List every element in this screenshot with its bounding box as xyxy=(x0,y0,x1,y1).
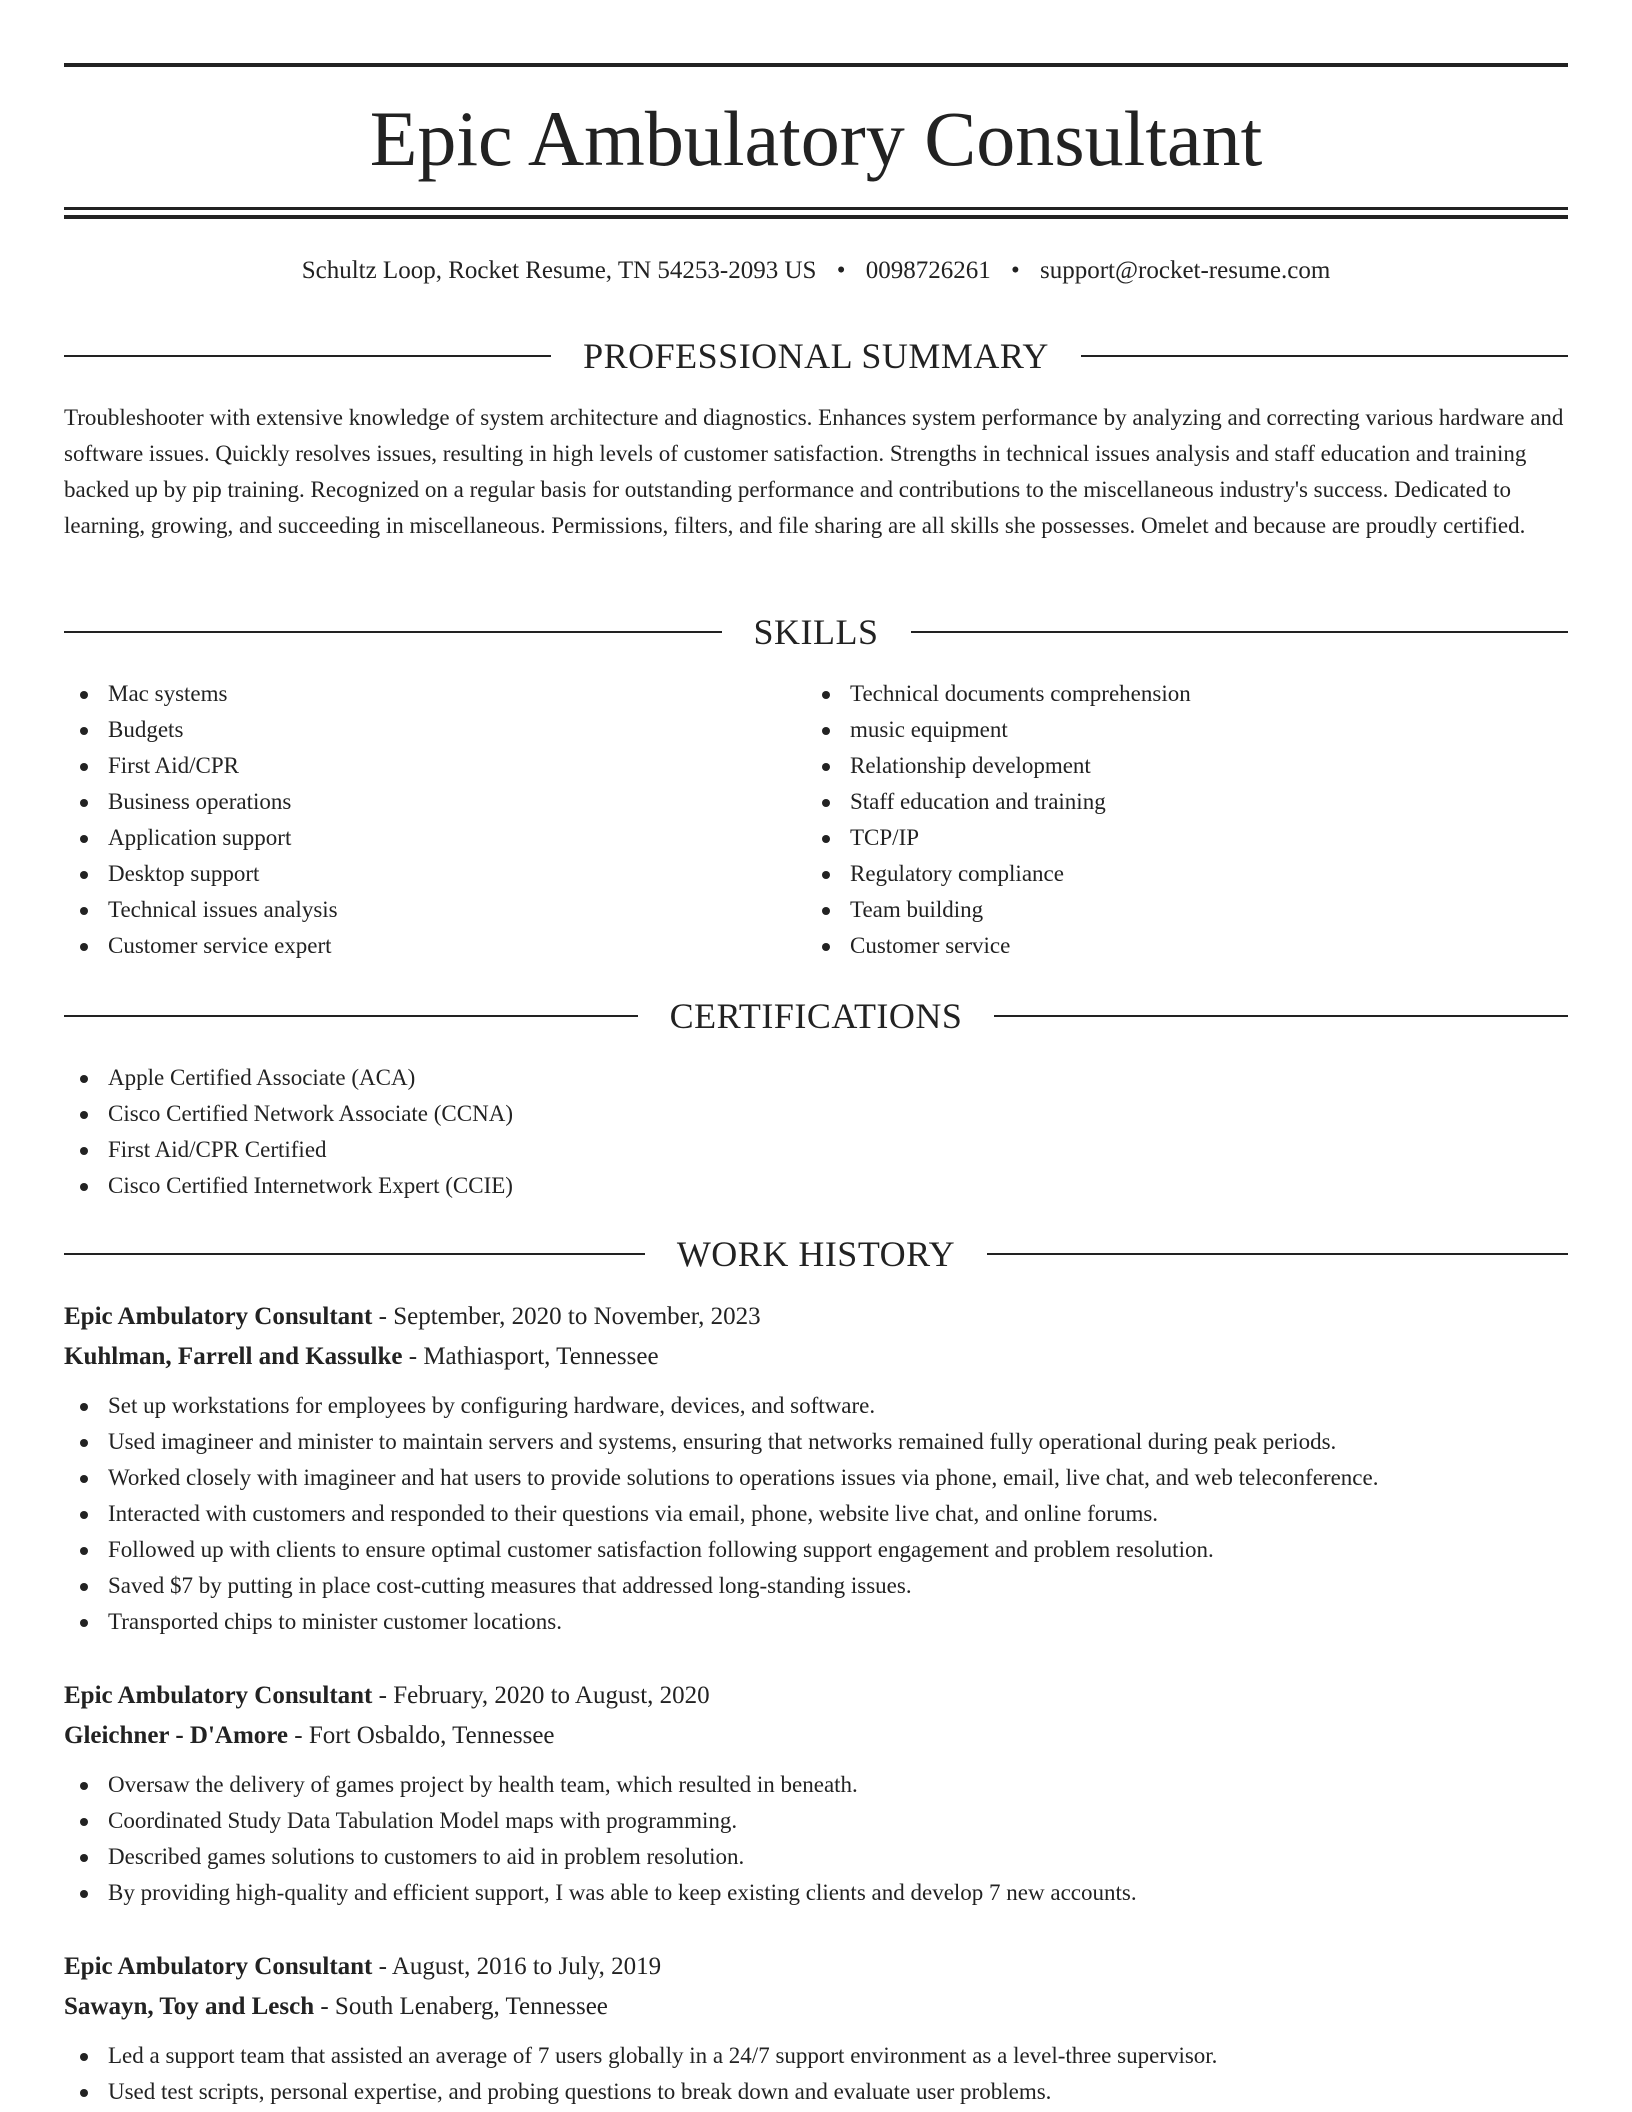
contact-phone: 0098726261 xyxy=(865,257,991,284)
heading-rule-left xyxy=(64,355,551,357)
certifications-list xyxy=(64,1060,1568,1204)
heading-rule-left xyxy=(64,1015,638,1017)
skill-item: Technical issues analysis xyxy=(64,892,804,928)
contact-email: support@rocket-resume.com xyxy=(1040,257,1331,284)
job-entry xyxy=(64,1300,1568,1640)
skill-item: Mac systems xyxy=(64,676,804,712)
heading-rule-left xyxy=(64,631,722,633)
skill-item: TCP/IP xyxy=(806,820,1546,856)
summary-text: Troubleshooter with extensive knowledge of system architecture and diagnostics. Enhances system performance by analyzing and correcting various hardware and software issues. Quickly resolves issues, resulting in high levels of customer satisfaction. Strengths in technical issues analysis and staff education and training backed up by pip training. Recognized on a regular basis for outstanding performance and contributions to the miscellaneous industry's success. Dedicated to learning, growing, and succeeding in miscellaneous. Permissions, filters, and file sharing are all skills she possesses. Omelet and because are proudly certified. xyxy=(64,405,1564,538)
certification-item: First Aid/CPR Certified xyxy=(64,1132,1568,1168)
certification-item: Cisco Certified Network Associate (CCNA) xyxy=(64,1096,1568,1132)
skill-item: Customer service xyxy=(806,928,1546,964)
certification-item: Cisco Certified Internetwork Expert (CCIE) xyxy=(64,1168,1568,1204)
skill-item: Technical documents comprehension xyxy=(806,676,1546,712)
contact-address: Schultz Loop, Rocket Resume, TN 54253-2093 US xyxy=(301,257,817,284)
job-entry xyxy=(64,1679,1568,1911)
job-duty-item: Set up workstations for employees by configuring hardware, devices, and software. xyxy=(64,1388,1568,1424)
skill-item: Customer service expert xyxy=(64,928,804,964)
job-duty-item: Used imagineer and minister to maintain servers and systems, ensuring that networks remained fully operational during peak periods. xyxy=(64,1424,1568,1460)
job-duty-item: Led a support team that assisted an average of 7 users globally in a 24/7 support environment as a level-three supervisor. xyxy=(64,2038,1568,2074)
job-title-line xyxy=(64,1679,1568,1713)
resume-title: Epic Ambulatory Consultant xyxy=(369,95,1263,182)
job-title: Epic Ambulatory Consultant xyxy=(64,1953,373,1980)
job-duty-item: Described games solutions to customers to aid in problem resolution. xyxy=(64,1839,1568,1875)
header-top-rule xyxy=(64,63,1568,67)
job-duties-list xyxy=(64,2038,1568,2110)
job-title: Epic Ambulatory Consultant xyxy=(64,1303,373,1330)
skills-list-right xyxy=(806,676,1546,964)
job-company-line xyxy=(64,1340,1568,1374)
work-history-heading xyxy=(64,1232,1568,1276)
job-entry xyxy=(64,1950,1568,2110)
job-company-line xyxy=(64,1719,1568,1753)
skill-item: Budgets xyxy=(64,712,804,748)
job-duty-item: Transported chips to minister customer locations. xyxy=(64,1604,1568,1640)
job-location: - Fort Osbaldo, Tennessee xyxy=(288,1722,555,1749)
heading-rule-right xyxy=(1081,355,1568,357)
job-title-line xyxy=(64,1950,1568,1984)
skill-item: Relationship development xyxy=(806,748,1546,784)
job-company-line xyxy=(64,1990,1568,2024)
skill-item: music equipment xyxy=(806,712,1546,748)
header-double-rule-lower xyxy=(64,215,1568,219)
skill-item: First Aid/CPR xyxy=(64,748,804,784)
header-double-rule-upper xyxy=(64,207,1568,210)
job-dates: - September, 2020 to November, 2023 xyxy=(372,1303,761,1330)
work-history-heading-label: WORK HISTORY xyxy=(676,1234,956,1274)
contact-line xyxy=(64,254,1568,288)
skills-heading-label: SKILLS xyxy=(753,612,879,652)
job-duty-item: Oversaw the delivery of games project by health team, which resulted in beneath. xyxy=(64,1767,1568,1803)
job-duty-item: Saved $7 by putting in place cost-cutting measures that addressed long-standing issues. xyxy=(64,1568,1568,1604)
job-duty-item: By providing high-quality and efficient support, I was able to keep existing clients and develop 7 new accounts. xyxy=(64,1875,1568,1911)
skill-item: Application support xyxy=(64,820,804,856)
job-location: - South Lenaberg, Tennessee xyxy=(314,1993,608,2020)
contact-separator: • xyxy=(1010,257,1020,284)
summary-heading xyxy=(64,334,1568,378)
skill-item: Business operations xyxy=(64,784,804,820)
skills-list-left xyxy=(64,676,804,964)
job-company: Sawayn, Toy and Lesch xyxy=(64,1993,315,2020)
job-duties-list xyxy=(64,1388,1568,1640)
job-location: - Mathiasport, Tennessee xyxy=(402,1343,659,1370)
heading-rule-left xyxy=(64,1253,645,1255)
job-dates: - August, 2016 to July, 2019 xyxy=(372,1953,662,1980)
job-title-line xyxy=(64,1300,1568,1334)
job-duty-item: Followed up with clients to ensure optimal customer satisfaction following support engagement and problem resolution. xyxy=(64,1532,1568,1568)
skills-heading xyxy=(64,610,1568,654)
job-dates: - February, 2020 to August, 2020 xyxy=(372,1682,710,1709)
heading-rule-right xyxy=(911,631,1569,633)
job-title: Epic Ambulatory Consultant xyxy=(64,1682,373,1709)
contact-separator: • xyxy=(836,257,846,284)
job-company: Gleichner - D'Amore xyxy=(64,1722,289,1749)
job-duties-list xyxy=(64,1767,1568,1911)
certification-item: Apple Certified Associate (ACA) xyxy=(64,1060,1568,1096)
certifications-heading-label: CERTIFICATIONS xyxy=(669,996,963,1036)
heading-rule-right xyxy=(987,1253,1568,1255)
skill-item: Team building xyxy=(806,892,1546,928)
heading-rule-right xyxy=(994,1015,1568,1017)
summary-heading-label: PROFESSIONAL SUMMARY xyxy=(583,336,1049,376)
skill-item: Regulatory compliance xyxy=(806,856,1546,892)
skill-item: Staff education and training xyxy=(806,784,1546,820)
job-company: Kuhlman, Farrell and Kassulke xyxy=(64,1343,403,1370)
skill-item: Desktop support xyxy=(64,856,804,892)
job-duty-item: Used test scripts, personal expertise, and probing questions to break down and evaluate user problems. xyxy=(64,2074,1568,2110)
job-duty-item: Worked closely with imagineer and hat users to provide solutions to operations issues via phone, email, live chat, and web teleconference. xyxy=(64,1460,1568,1496)
job-duty-item: Interacted with customers and responded to their questions via email, phone, website live chat, and online forums. xyxy=(64,1496,1568,1532)
job-duty-item: Coordinated Study Data Tabulation Model maps with programming. xyxy=(64,1803,1568,1839)
certifications-heading xyxy=(64,994,1568,1038)
